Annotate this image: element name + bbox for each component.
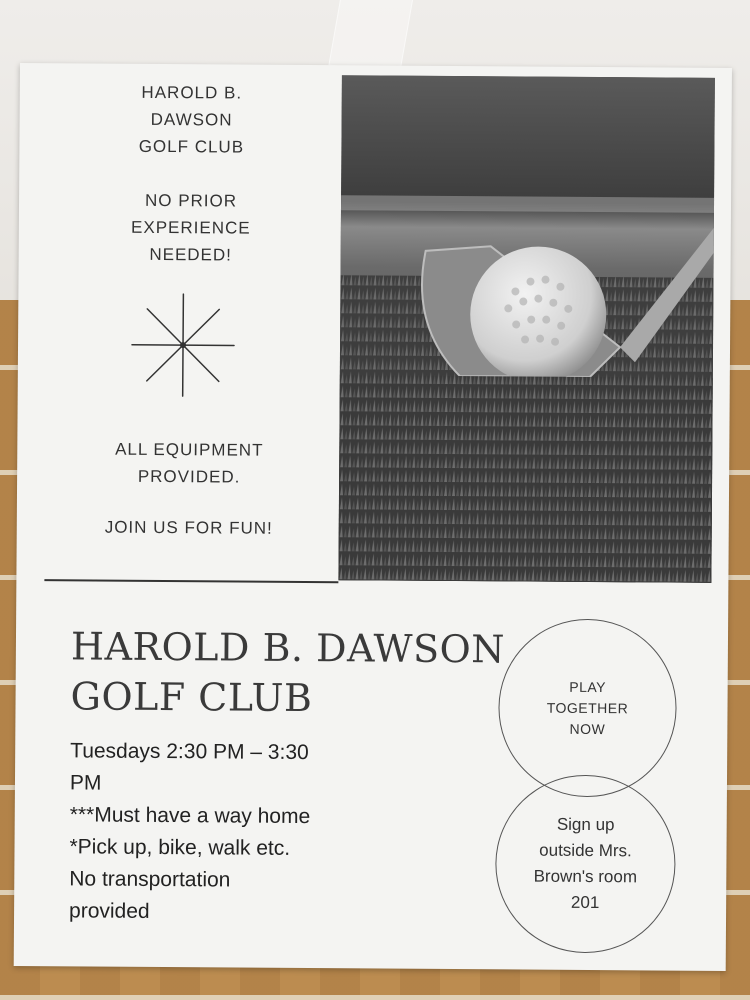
- play-line-3: NOW: [569, 720, 606, 737]
- club-line-3: GOLF CLUB: [138, 136, 245, 157]
- equipment-note: [39, 435, 339, 491]
- equipment-line-2: PROVIDED.: [137, 466, 241, 487]
- club-line-2: DAWSON: [150, 109, 233, 130]
- sign-line-1: Sign up: [556, 814, 615, 835]
- club-title: [70, 621, 521, 724]
- divider-line: [44, 579, 338, 583]
- detail-line-2: PM: [69, 771, 102, 795]
- golf-ball-photo: [338, 75, 715, 583]
- detail-line-1: Tuesdays 2:30 PM – 3:30: [70, 739, 309, 765]
- club-name-small: [41, 78, 342, 161]
- equipment-line-1: ALL EQUIPMENT: [115, 439, 264, 460]
- experience-line-1: NO PRIOR: [144, 190, 238, 211]
- detail-line-6: provided: [69, 899, 150, 923]
- experience-line-3: NEEDED!: [149, 244, 233, 265]
- golf-club-flyer: [14, 63, 732, 971]
- detail-line-5: No transportation: [69, 867, 231, 892]
- experience-note: [41, 186, 342, 269]
- detail-line-3: ***Must have a way home: [69, 803, 311, 829]
- title-line-1: HAROLD B. DAWSON: [70, 624, 506, 672]
- sign-line-3: Brown's room: [533, 866, 638, 887]
- sign-up-circle: [495, 774, 676, 953]
- meeting-details: [69, 735, 430, 930]
- sign-line-2: outside Mrs.: [539, 840, 632, 861]
- play-line-1: PLAY: [569, 678, 607, 695]
- sign-line-4: 201: [570, 892, 600, 913]
- club-line-1: HAROLD B.: [141, 82, 243, 103]
- experience-line-2: EXPERIENCE: [130, 217, 251, 238]
- intro-text-block: [41, 78, 342, 269]
- detail-line-4: *Pick up, bike, walk etc.: [69, 835, 291, 860]
- title-line-2: GOLF CLUB: [70, 674, 313, 721]
- play-line-2: TOGETHER: [546, 699, 629, 716]
- play-together-circle: [498, 618, 677, 797]
- sparkle-star-icon: [130, 292, 237, 399]
- join-us-text: JOIN US FOR FUN!: [104, 517, 273, 538]
